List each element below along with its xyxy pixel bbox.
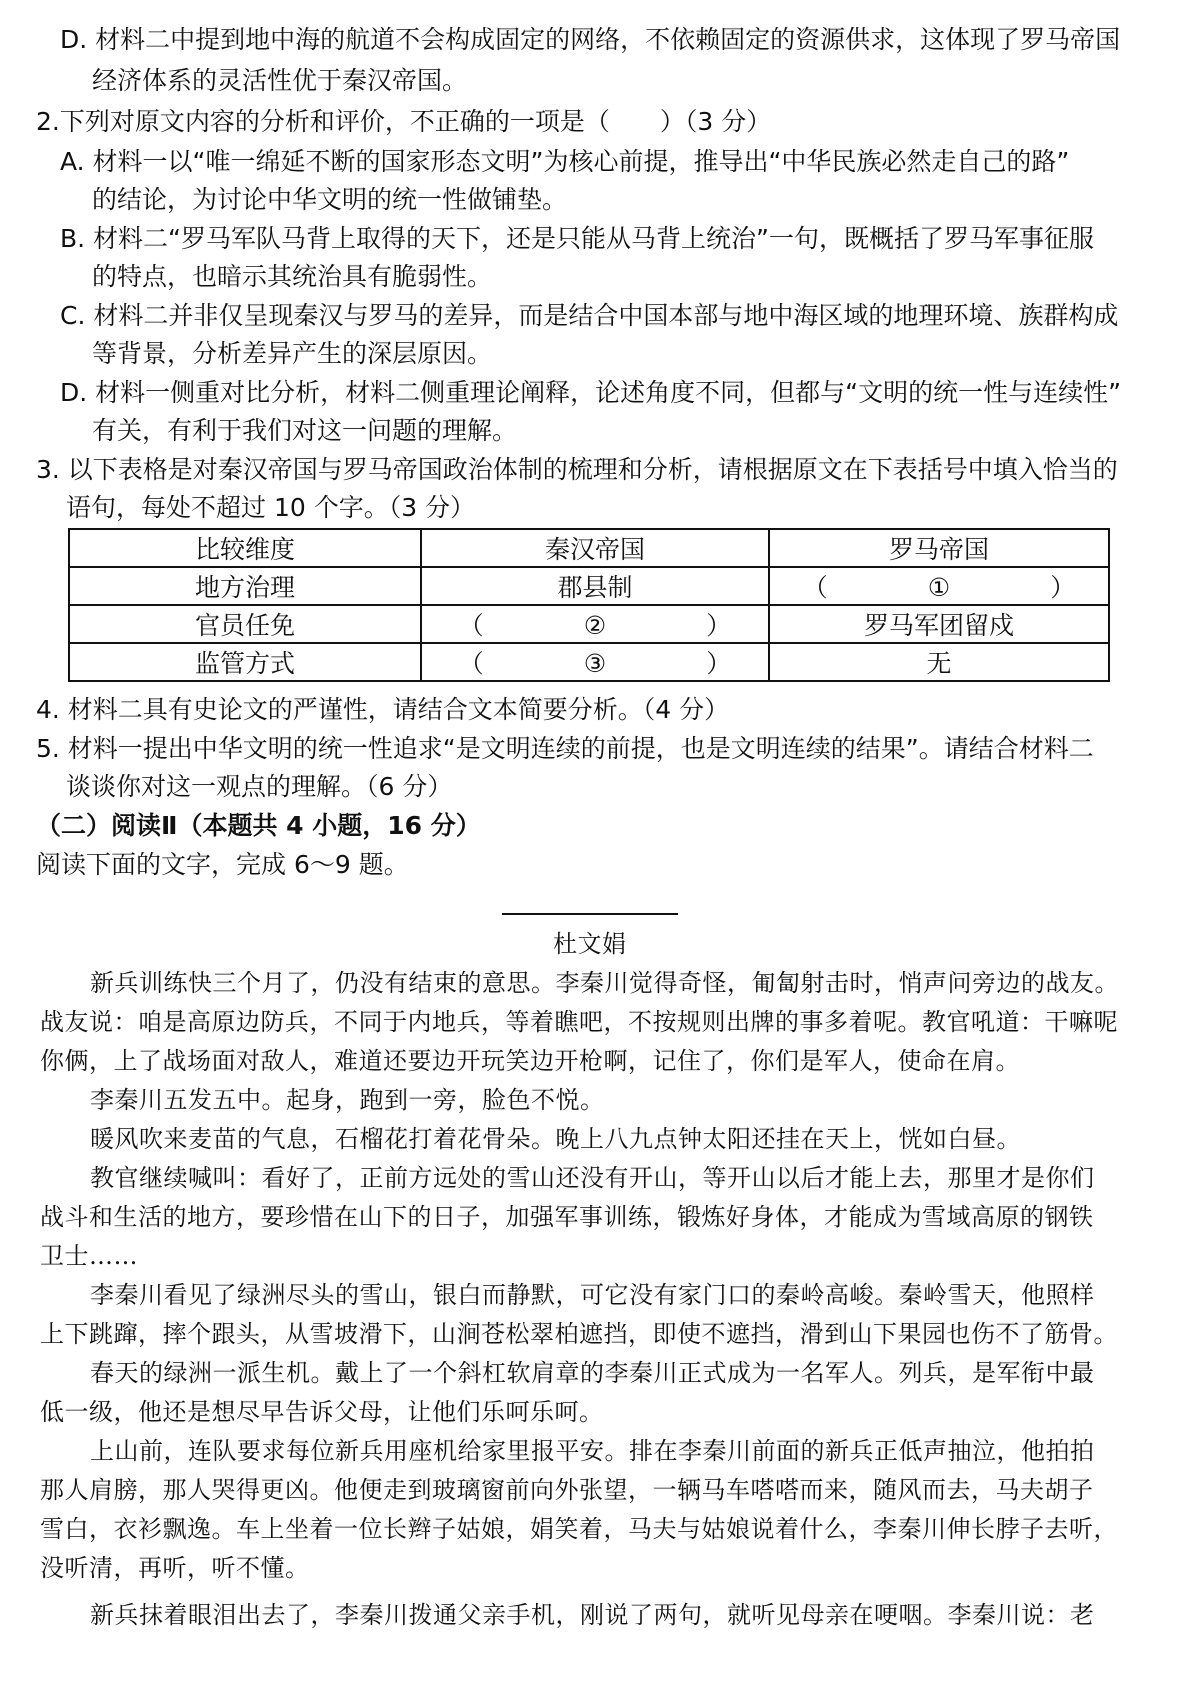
table-header-row [69, 529, 1109, 567]
table-cell: 监管方式 [69, 643, 421, 681]
story-line: 李秦川看见了绿洲尽头的雪山，银白而静默，可它没有家门口的秦岭高峻。秦岭雪天，他照样 [90, 1281, 1095, 1309]
table-header-cell: 秦汉帝国 [421, 529, 769, 567]
q2-option-a-line2: 的结论，为讨论中华文明的统一性做铺垫。 [92, 185, 568, 214]
q3-stem-line1: 3. 以下表格是对秦汉帝国与罗马帝国政治体制的梳理和分析，请根据原文在下表括号中填入恰当的 [36, 455, 1118, 484]
story-line: 新兵训练快三个月了，仍没有结束的意思。李秦川觉得奇怪，匍匐射击时，悄声问旁边的战友。 [90, 969, 1119, 997]
table-cell: 地方治理 [69, 567, 421, 605]
q3-stem-line2: 语句，每处不超过 10 个字。（3 分） [66, 493, 476, 522]
story-line: 那人肩膀，那人哭得更凶。他便走到玻璃窗前向外张望，一辆马车嗒嗒而来，随风而去，马夫胡子 [40, 1476, 1094, 1504]
title-rule [502, 913, 678, 915]
story-line: 李秦川五发五中。起身，跑到一旁，脸色不悦。 [90, 1086, 605, 1114]
table-cell: 罗马军团留戍 [769, 605, 1109, 643]
story-line: 没听清，再听，听不懂。 [40, 1554, 310, 1582]
q5-stem-line2: 谈谈你对这一观点的理解。（6 分） [66, 772, 453, 801]
q1-option-d-line1: D. 材料二中提到地中海的航道不会构成固定的网络，不依赖固定的资源供求，这体现了罗马帝国 [60, 25, 1121, 54]
blank-1-cell: （ ① ） [769, 567, 1109, 605]
q2-option-d-line1: D. 材料一侧重对比分析，材料二侧重理论阐释，论述角度不同，但都与“文明的统一性与连续性” [60, 378, 1122, 407]
table-header-cell: 罗马帝国 [769, 529, 1109, 567]
story-line: 暖风吹来麦苗的气息，石榴花打着花骨朵。晚上八九点钟太阳还挂在天上，恍如白昼。 [90, 1125, 1021, 1153]
story-line: 春天的绿洲一派生机。戴上了一个斜杠软肩章的李秦川正式成为一名军人。列兵，是军衔中最 [90, 1359, 1095, 1387]
table-cell: 无 [769, 643, 1109, 681]
q2-option-b-line2: 的特点，也暗示其统治具有脆弱性。 [92, 262, 493, 291]
table-cell: 官员任免 [69, 605, 421, 643]
blank-3-cell: （ ③ ） [421, 643, 769, 681]
q2-option-d-line2: 有关，有利于我们对这一问题的理解。 [92, 416, 518, 445]
q4-stem: 4. 材料二具有史论文的严谨性，请结合文本简要分析。（4 分） [36, 695, 730, 724]
story-line: 上山前，连队要求每位新兵用座机给家里报平安。排在李秦川前面的新兵正低声抽泣，他拍拍 [90, 1437, 1095, 1465]
q1-option-d-line2: 经济体系的灵活性优于秦汉帝国。 [92, 66, 468, 95]
q2-option-c-line1: C. 材料二并非仅呈现秦汉与罗马的差异，而是结合中国本部与地中海区域的地理环境、族群构成 [60, 301, 1119, 330]
story-line: 教官继续喊叫：看好了，正前方远处的雪山还没有开山，等开山以后才能上去，那里才是你们 [90, 1164, 1095, 1192]
story-line: 你俩，上了战场面对敌人，难道还要边开玩笑边开枪啊，记住了，你们是军人，使命在肩。 [40, 1047, 1020, 1075]
story-line: 低一级，他还是想尽早告诉父母，让他们乐呵乐呵。 [40, 1398, 604, 1426]
q2-option-b-line1: B. 材料二“罗马军队马背上取得的天下，还是只能从马背上统治”一句，既概括了罗马军事征服 [60, 224, 1094, 253]
story-line: 卫士…… [40, 1242, 138, 1270]
q2-option-c-line2: 等背景，分析差异产生的深层原因。 [92, 339, 493, 368]
section-heading: （二）阅读Ⅱ（本题共 4 小题，16 分） [36, 811, 481, 840]
story-line: 新兵抹着眼泪出去了，李秦川拨通父亲手机，刚说了两句，就听见母亲在哽咽。李秦川说：老 [90, 1601, 1095, 1629]
story-line: 雪白，衣衫飘逸。车上坐着一位长辫子姑娘，娟笑着，马夫与姑娘说着什么，李秦川伸长脖子去听， [40, 1515, 1118, 1543]
story-line: 战斗和生活的地方，要珍惜在山下的日子，加强军事训练，锻炼好身体，才能成为雪域高原的钢铁 [40, 1203, 1094, 1231]
table-header-cell: 比较维度 [69, 529, 421, 567]
table-row [69, 643, 1109, 681]
table-cell: 郡县制 [421, 567, 769, 605]
story-line: 战友说：咱是高原边防兵，不同于内地兵，等着瞧吧，不按规则出牌的事多着呢。教官吼道：干嘛呢 [40, 1008, 1118, 1036]
q2-option-a-line1: A. 材料一以“唯一绵延不断的国家形态文明”为核心前提，推导出“中华民族必然走自己的路” [60, 147, 1070, 176]
story-author: 杜文娟 [553, 930, 627, 958]
q2-stem: 2.下列对原文内容的分析和评价，不正确的一项是（ ）（3 分） [36, 107, 772, 136]
q5-stem-line1: 5. 材料一提出中华文明的统一性追求“是文明连续的前提，也是文明连续的结果”。请结合材料二 [36, 734, 1094, 763]
blank-2-cell: （ ② ） [421, 605, 769, 643]
comparison-table [68, 528, 1110, 682]
section-instruction: 阅读下面的文字，完成 6～9 题。 [36, 850, 409, 879]
table-row [69, 567, 1109, 605]
story-line: 上下跳蹿，摔个跟头，从雪坡滑下，山涧苍松翠柏遮挡，即使不遮挡，滑到山下果园也伤不了筋骨。 [40, 1320, 1118, 1348]
table-row [69, 605, 1109, 643]
